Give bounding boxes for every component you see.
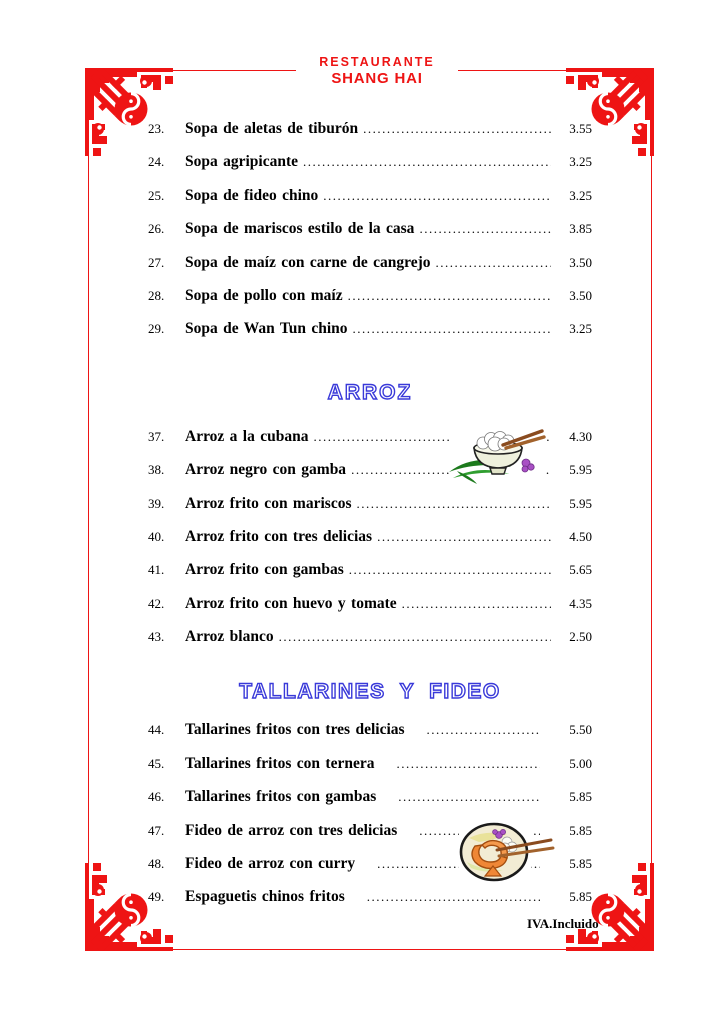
item-number: 41. [148,562,165,578]
item-price: 5.85 [569,789,592,805]
item-number: 49. [148,889,165,905]
item-number: 48. [148,856,165,872]
dot-leader [419,212,551,245]
item-number: 45. [148,755,165,771]
menu-item-row [148,279,592,312]
item-price: 2.50 [569,629,592,645]
item-name: Sopa de pollo con maíz [185,286,343,304]
menu-item-row [148,747,592,780]
item-price: 3.85 [569,221,592,237]
item-number: 38. [148,462,165,478]
item-number: 27. [148,254,165,270]
section-title-tallarines: TALLARINES Y FIDEO [239,680,501,704]
section-sopas [148,112,592,346]
item-name: Fideo de arroz con tres delicias [185,821,398,839]
item-price: 5.85 [569,856,592,872]
item-price: 5.85 [569,889,592,905]
dot-leader [356,487,551,520]
item-number: 47. [148,822,165,838]
item-price: 4.50 [569,528,592,544]
menu-content [148,112,592,914]
item-name: Espaguetis chinos fritos [185,888,345,906]
item-name: Arroz frito con huevo y tomate [185,594,397,612]
item-name: Arroz negro con gamba [185,461,347,479]
item-price: 4.30 [569,428,592,444]
item-number: 43. [148,629,165,645]
item-name: Arroz a la cubana [185,427,309,445]
item-name: Sopa de aletas de tiburón [185,120,359,137]
item-name: Arroz frito con mariscos [185,494,352,512]
item-price: 3.55 [569,121,592,136]
menu-item-row [148,553,592,586]
restaurant-title-line1: RESTAURANTE [319,55,435,69]
menu-item-row [148,780,592,813]
item-number: 28. [148,287,165,303]
dot-leader [367,880,540,913]
item-number: 44. [148,722,165,738]
menu-item-row [148,212,592,245]
tax-note: IVA.Incluido [527,916,599,931]
item-number: 46. [148,789,165,805]
dot-leader [349,553,551,586]
menu-item-row [148,246,592,279]
item-number: 29. [148,321,165,337]
item-price: 3.25 [569,187,592,203]
dot-leader [303,145,551,178]
item-price: 5.50 [569,722,592,738]
item-price: 3.25 [569,154,592,170]
restaurant-title-line2: SHANG HAI [331,70,423,87]
dot-leader [279,620,551,653]
section-tallarines [148,713,592,913]
menu-item-row [148,880,592,913]
shrimp-plate-icon [455,820,555,882]
menu-item-row [148,112,592,145]
item-price: 3.50 [569,254,592,270]
item-price: 3.25 [569,321,592,337]
item-name: Arroz frito con gambas [185,561,344,579]
item-number: 40. [148,528,165,544]
item-price: 5.85 [569,822,592,838]
item-name: Arroz frito con tres delicias [185,527,373,545]
item-name: Tallarines fritos con ternera [185,754,375,772]
menu-item-row [148,487,592,520]
dot-leader [427,713,540,746]
item-price: 4.35 [569,595,592,611]
item-name: Sopa de fideo chino [185,186,319,204]
dot-leader [348,279,551,312]
dot-leader [363,112,551,145]
menu-item-row [148,713,592,746]
item-name: Sopa de Wan Tun chino [185,320,348,338]
corner-ornament-icon [85,851,185,951]
item-name: Sopa agripicante [185,153,299,171]
dot-leader [323,179,551,212]
dot-leader [402,587,551,620]
section-title-arroz: ARROZ [327,380,413,404]
item-name: Tallarines fritos con gambas [185,788,377,806]
item-number: 23. [148,121,165,136]
menu-item-row [148,620,592,653]
dot-leader [398,780,540,813]
rice-bowl-icon [447,427,547,485]
item-number: 26. [148,221,165,237]
item-price: 5.95 [569,462,592,478]
item-price: 5.00 [569,755,592,771]
menu-item-row [148,145,592,178]
item-price: 5.95 [569,495,592,511]
corner-ornament-icon [554,851,654,951]
item-number: 25. [148,187,165,203]
dot-leader [353,312,551,345]
item-number: 37. [148,428,165,444]
item-name: Tallarines fritos con tres delicias [185,721,405,739]
item-name: Arroz blanco [185,628,274,646]
dot-leader [436,246,552,279]
corner-ornament-icon [85,68,185,168]
item-number: 39. [148,495,165,511]
menu-item-row [148,179,592,212]
item-name: Sopa de maíz con carne de cangrejo [185,253,431,271]
dot-leader [396,747,540,780]
item-name: Sopa de mariscos estilo de la casa [185,220,415,238]
item-name: Fideo de arroz con curry [185,855,356,873]
item-price: 5.65 [569,562,592,578]
menu-item-row [148,520,592,553]
item-price: 3.50 [569,287,592,303]
menu-item-row [148,587,592,620]
menu-item-row [148,312,592,345]
restaurant-title [296,56,458,86]
dot-leader [377,520,551,553]
item-number: 24. [148,154,165,170]
corner-ornament-icon [554,68,654,168]
item-number: 42. [148,595,165,611]
